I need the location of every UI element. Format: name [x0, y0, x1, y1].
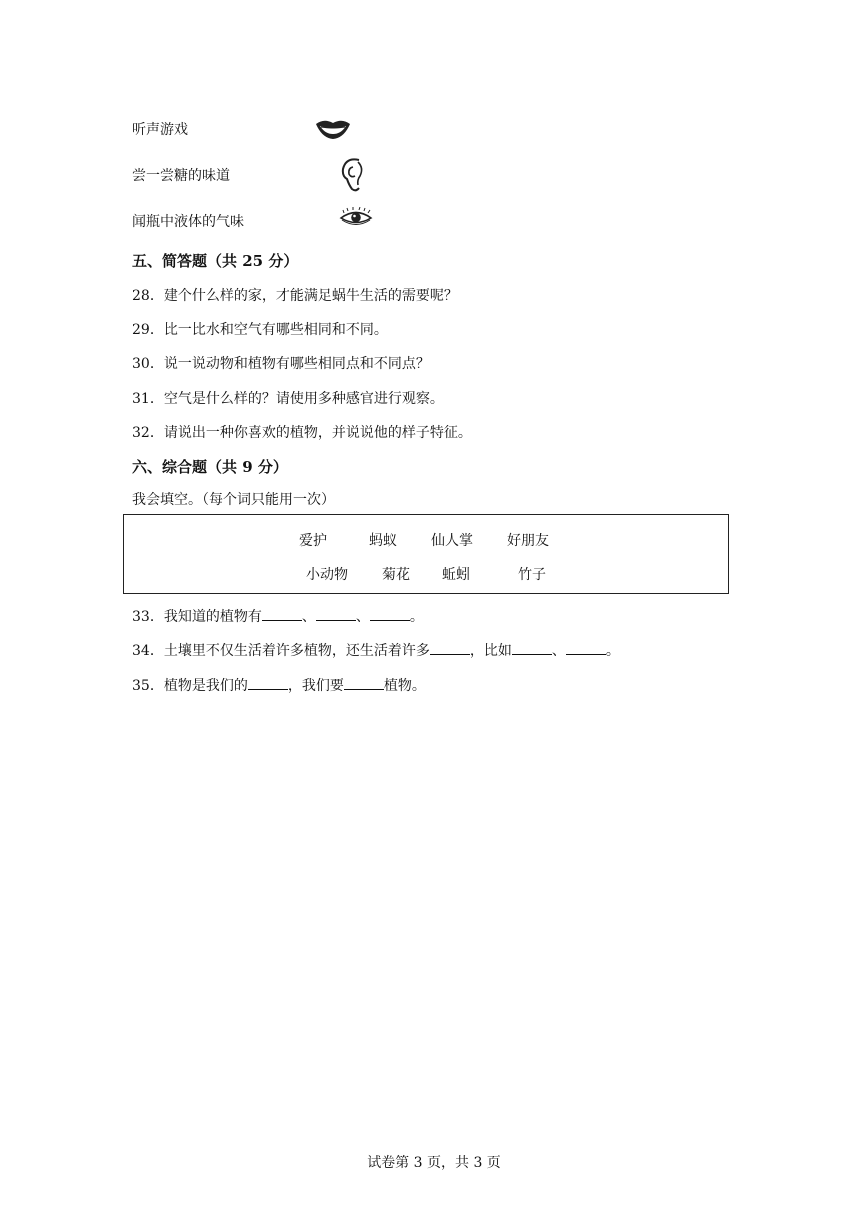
blank[interactable] — [248, 677, 288, 690]
section6-title: 六、综合题（共 9 分） — [132, 458, 288, 476]
question-35: 35．植物是我们的 ，我们要 植物。 — [132, 678, 426, 694]
blank[interactable] — [316, 608, 356, 621]
blank[interactable] — [430, 642, 470, 655]
word-haopengyou: 好朋友 — [507, 533, 549, 549]
question-32: 32．请说出一种你喜欢的植物，并说说他的样子特征。 — [132, 425, 472, 441]
page-footer: 试卷第 3 页，共 3 页 — [367, 1155, 501, 1171]
word-juhua: 菊花 — [382, 567, 410, 583]
blank[interactable] — [566, 642, 606, 655]
question-30: 30．说一说动物和植物有哪些相同点和不同点？ — [132, 356, 430, 372]
blank[interactable] — [512, 642, 552, 655]
word-mayi: 蚂蚁 — [369, 533, 397, 549]
mouth-icon — [314, 117, 352, 141]
blank[interactable] — [344, 677, 384, 690]
word-zhuzi: 竹子 — [518, 567, 546, 583]
ear-icon — [338, 156, 368, 192]
question-33: 33．我知道的植物有 、 、 。 — [132, 609, 424, 625]
question-28: 28．建个什么样的家，才能满足蜗牛生活的需要呢？ — [132, 288, 458, 304]
word-xianrenzhang: 仙人掌 — [431, 533, 473, 549]
blank[interactable] — [370, 608, 410, 621]
word-aihu: 爱护 — [299, 533, 327, 549]
eye-icon — [338, 207, 374, 229]
section5-title: 五、简答题（共 25 分） — [132, 252, 299, 270]
match-item-2: 尝一尝糖的味道 — [132, 168, 230, 184]
word-xiaodongwu: 小动物 — [306, 567, 348, 583]
word-qiuyin: 蚯蚓 — [442, 567, 470, 583]
blank[interactable] — [262, 608, 302, 621]
section6-instruction: 我会填空。（每个词只能用一次） — [132, 492, 335, 508]
question-29: 29．比一比水和空气有哪些相同和不同。 — [132, 322, 388, 338]
question-31: 31．空气是什么样的？请使用多种感官进行观察。 — [132, 391, 444, 407]
question-34: 34．土壤里不仅生活着许多植物，还生活着许多 ，比如 、 。 — [132, 643, 620, 659]
match-item-1: 听声游戏 — [132, 122, 188, 138]
word-bank-box — [123, 514, 729, 594]
match-item-3: 闻瓶中液体的气味 — [132, 214, 244, 230]
